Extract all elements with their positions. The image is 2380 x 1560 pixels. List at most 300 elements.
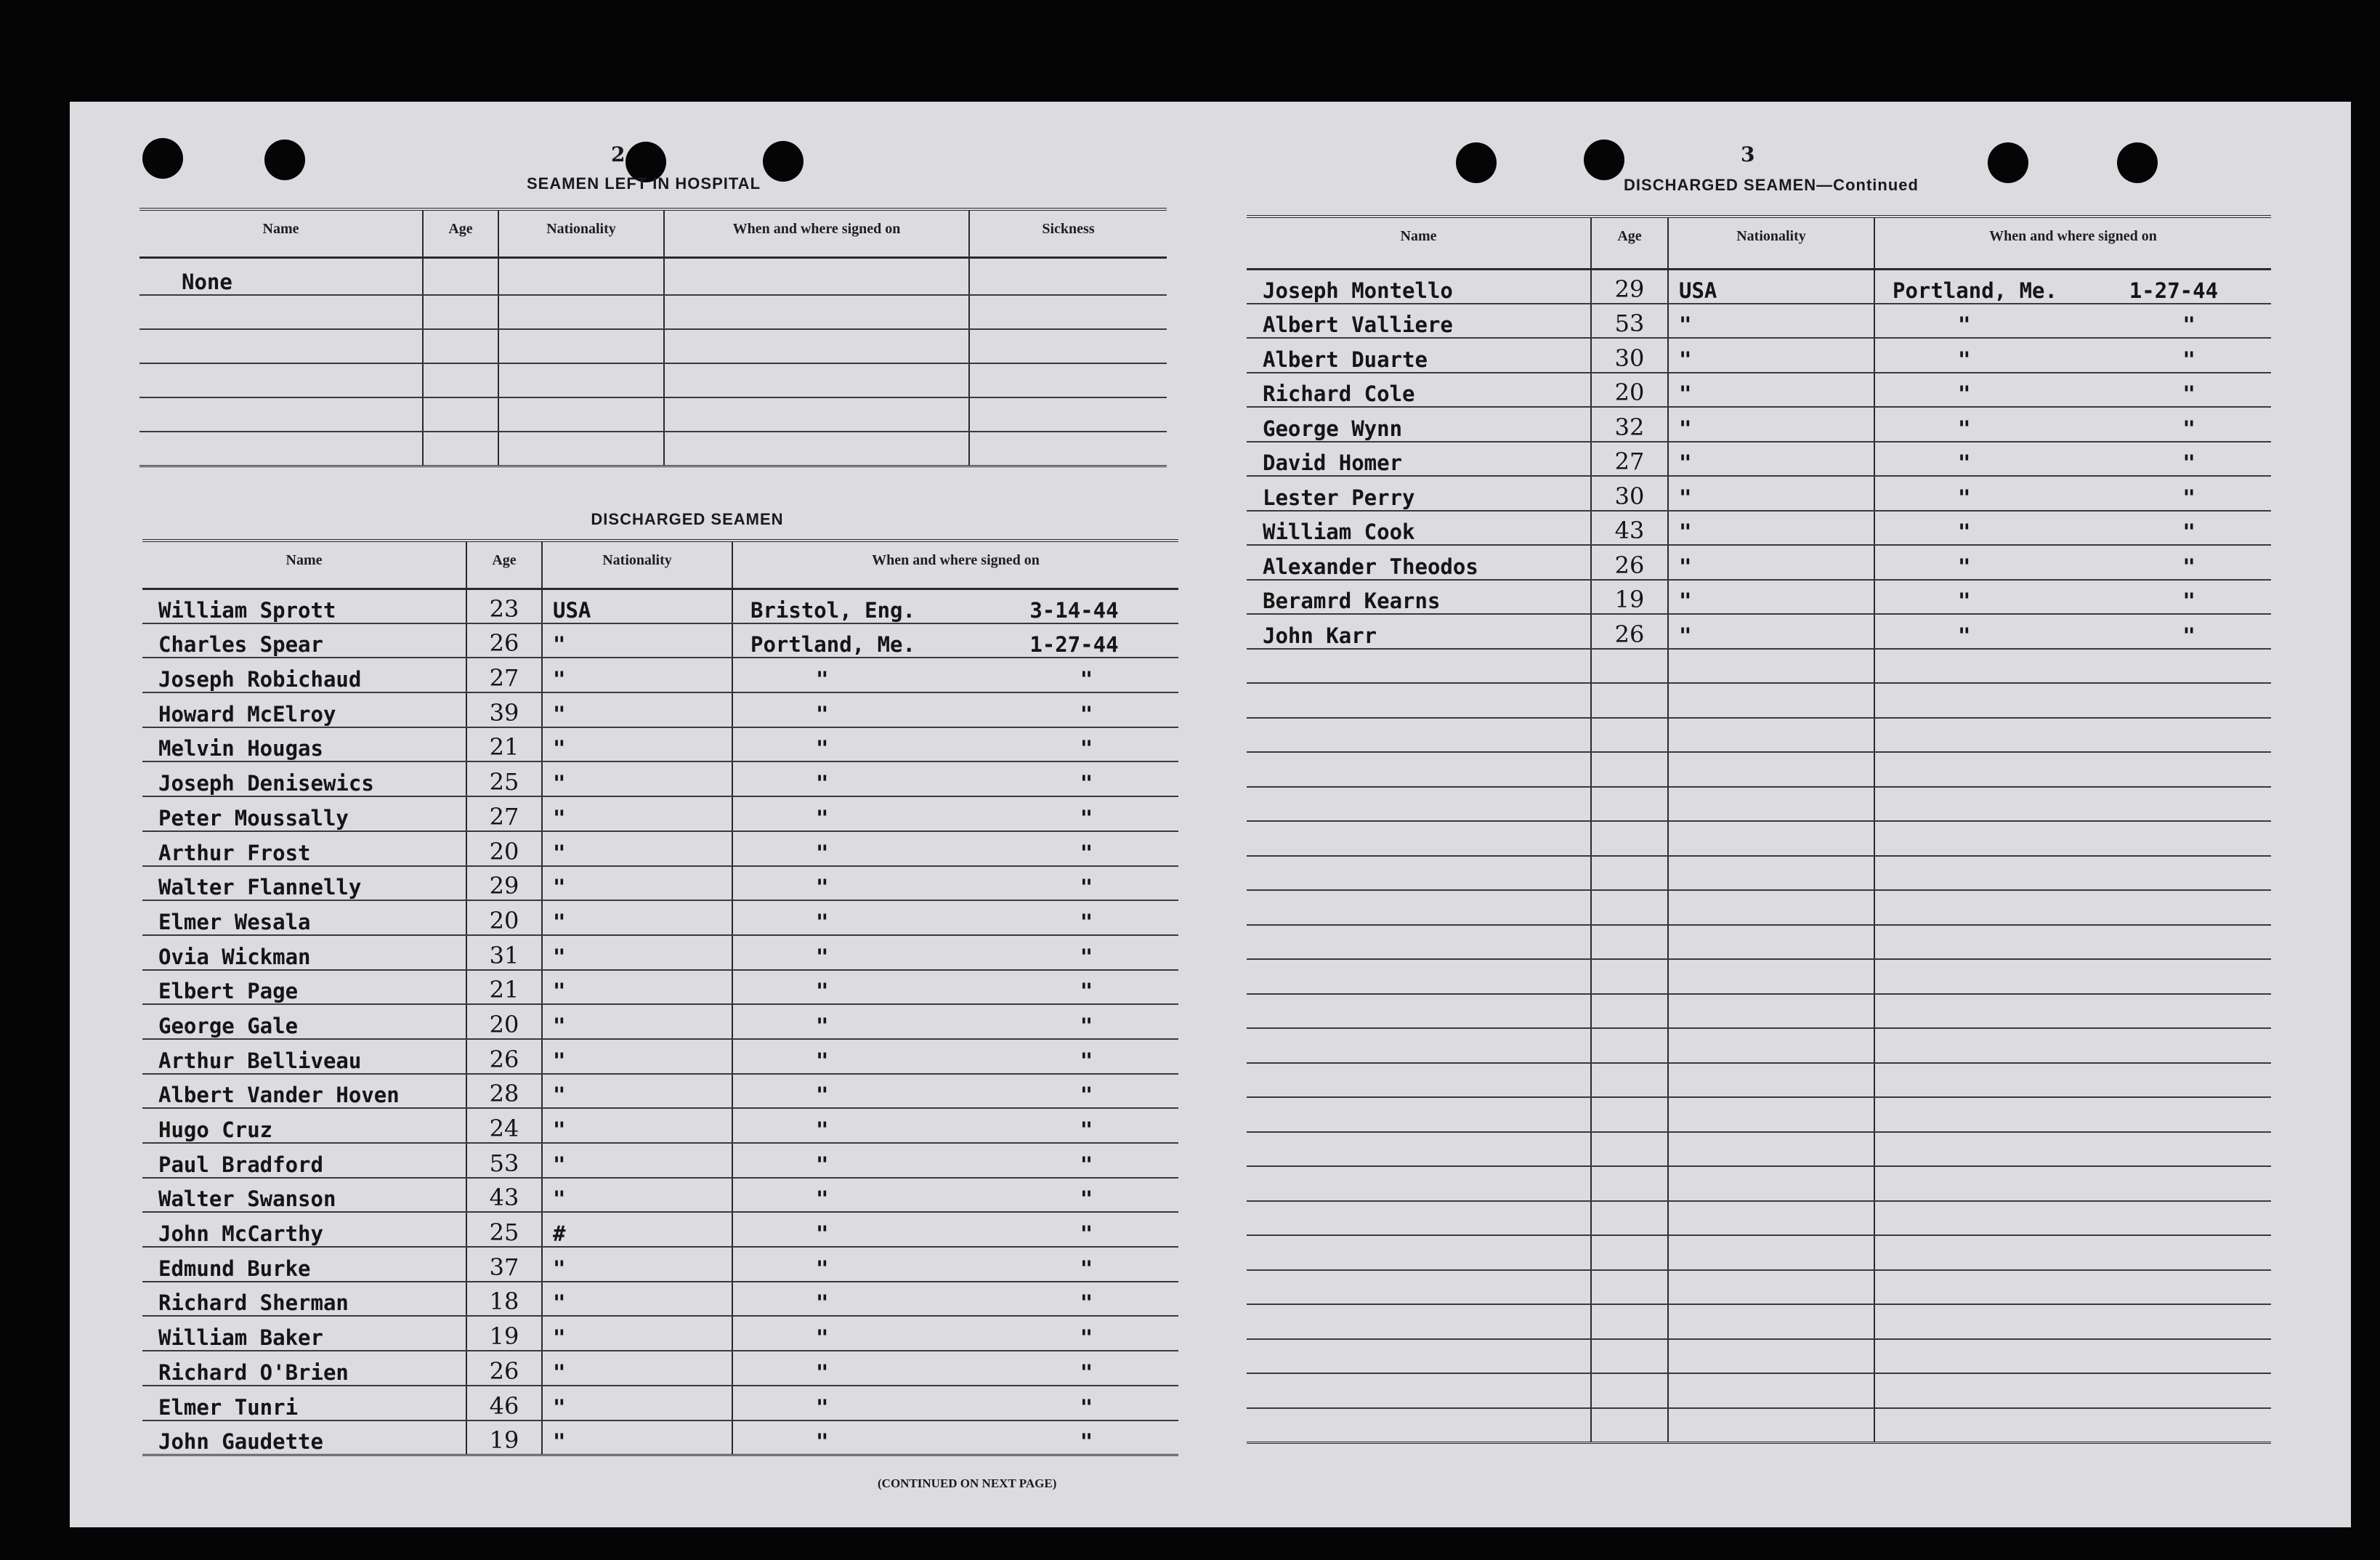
seaman-row xyxy=(1247,269,2271,304)
signed-on xyxy=(732,1074,1178,1109)
blank-cell xyxy=(1591,1097,1668,1132)
blank-cell xyxy=(1874,1339,2271,1374)
signed-on-date: 1-27-44 xyxy=(2129,278,2219,303)
column-header: Age xyxy=(423,209,498,257)
seaman-nationality: " xyxy=(542,658,732,692)
signed-on-place: " xyxy=(816,1221,829,1247)
seaman-age: 25 xyxy=(466,761,542,796)
signed-on xyxy=(1874,545,2271,580)
seaman-row xyxy=(142,831,1178,866)
blank-cell xyxy=(1247,1373,1591,1408)
seaman-nationality: " xyxy=(542,1004,732,1039)
signed-on-place: " xyxy=(816,1290,829,1316)
signed-on xyxy=(732,831,1178,866)
left-page xyxy=(70,102,1203,1527)
discharged-table xyxy=(142,539,1178,1456)
signed-on-date: " xyxy=(2182,450,2195,475)
seaman-name: Arthur Belliveau xyxy=(142,1039,466,1074)
seaman-row xyxy=(142,1108,1178,1143)
seaman-name: Beramrd Kearns xyxy=(1247,580,1591,615)
blank-cell xyxy=(1247,890,1591,925)
signed-on-place: " xyxy=(816,667,829,692)
blank-row xyxy=(1247,1373,2271,1408)
blank-cell xyxy=(1668,1028,1874,1063)
signed-on xyxy=(1874,338,2271,373)
table-cell xyxy=(498,363,664,397)
seaman-age: 23 xyxy=(466,589,542,623)
signed-on-group xyxy=(750,771,1093,796)
table-cell xyxy=(969,257,1167,295)
seaman-row xyxy=(1247,338,2271,373)
seaman-age: 27 xyxy=(1591,442,1668,477)
seaman-nationality: " xyxy=(542,1039,732,1074)
seaman-nationality: " xyxy=(542,935,732,970)
signed-on xyxy=(732,935,1178,970)
seaman-nationality: " xyxy=(542,796,732,831)
continued-note: (CONTINUED ON NEXT PAGE) xyxy=(878,1476,1057,1490)
table-cell xyxy=(969,432,1167,466)
blank-cell xyxy=(1247,1132,1591,1167)
signed-on xyxy=(732,623,1178,658)
seaman-age: 30 xyxy=(1591,476,1668,511)
blank-cell xyxy=(1668,1132,1874,1167)
seaman-row xyxy=(142,1004,1178,1039)
seaman-age: 37 xyxy=(466,1247,542,1282)
blank-cell xyxy=(1591,1201,1668,1236)
seaman-age: 26 xyxy=(466,1351,542,1386)
seaman-nationality: " xyxy=(542,727,732,762)
signed-on-group xyxy=(1893,450,2195,475)
signed-on-place: Bristol, Eng. xyxy=(750,597,915,623)
signed-on xyxy=(732,970,1178,1005)
blank-cell xyxy=(1591,1339,1668,1374)
table-cell xyxy=(139,432,423,466)
seaman-row xyxy=(142,1351,1178,1386)
signed-on-group xyxy=(750,1360,1093,1385)
blank-row xyxy=(1247,1304,2271,1339)
signed-on-place: " xyxy=(816,1256,829,1281)
signed-on-group xyxy=(1893,347,2195,372)
signed-on-group xyxy=(1893,485,2195,510)
signed-on-place: " xyxy=(1958,416,1971,441)
blank-cell xyxy=(1247,821,1591,856)
blank-cell xyxy=(1247,959,1591,994)
signed-on-date: " xyxy=(1080,1428,1093,1454)
blank-cell xyxy=(1874,1097,2271,1132)
seaman-name: Elbert Page xyxy=(142,970,466,1005)
blank-row xyxy=(1247,1270,2271,1305)
blank-cell xyxy=(1247,1270,1591,1305)
seaman-name: Joseph Montello xyxy=(1247,269,1591,304)
signed-on-date: " xyxy=(1080,1359,1093,1385)
seaman-row xyxy=(1247,442,2271,477)
signed-on-date: " xyxy=(2182,347,2195,372)
signed-on xyxy=(732,1386,1178,1420)
seaman-age: 26 xyxy=(1591,545,1668,580)
seaman-nationality: " xyxy=(542,623,732,658)
signed-on-date: " xyxy=(2182,589,2195,613)
seaman-nationality: " xyxy=(542,970,732,1005)
signed-on-date: " xyxy=(1080,1187,1093,1212)
table-cell: None xyxy=(139,257,423,295)
blank-cell xyxy=(1874,1270,2271,1305)
signed-on-date: 1-27-44 xyxy=(1029,632,1119,658)
signed-on-date: " xyxy=(1080,1221,1093,1247)
signed-on-place: " xyxy=(816,979,829,1004)
blank-cell xyxy=(1591,718,1668,753)
blank-cell xyxy=(1874,649,2271,684)
seaman-row xyxy=(142,1074,1178,1109)
seaman-row xyxy=(142,796,1178,831)
seaman-age: 26 xyxy=(466,623,542,658)
signed-on-group xyxy=(1893,520,2195,544)
signed-on xyxy=(732,658,1178,692)
seaman-row xyxy=(142,623,1178,658)
signed-on-place: " xyxy=(816,840,829,865)
signed-on xyxy=(732,727,1178,762)
column-header: Name xyxy=(139,209,423,257)
blank-cell xyxy=(1668,1201,1874,1236)
blank-cell xyxy=(1591,1166,1668,1201)
signed-on xyxy=(1874,511,2271,546)
seaman-name: Elmer Tunri xyxy=(142,1386,466,1420)
signed-on xyxy=(732,900,1178,935)
seaman-nationality: " xyxy=(542,831,732,866)
blank-cell xyxy=(1874,1028,2271,1063)
signed-on-date: " xyxy=(1080,771,1093,796)
seaman-nationality: " xyxy=(542,1420,732,1455)
blank-row xyxy=(1247,856,2271,891)
seaman-age: 27 xyxy=(466,658,542,692)
signed-on xyxy=(732,1039,1178,1074)
blank-cell xyxy=(1668,890,1874,925)
signed-on-group xyxy=(750,1118,1093,1142)
signed-on-group xyxy=(750,1256,1093,1281)
seaman-age: 20 xyxy=(1591,373,1668,408)
signed-on-date: " xyxy=(1080,701,1093,727)
seaman-age: 19 xyxy=(466,1420,542,1455)
signed-on-group xyxy=(750,1152,1093,1177)
column-header: Sickness xyxy=(969,209,1167,257)
blank-cell xyxy=(1874,1201,2271,1236)
signed-on-place: " xyxy=(1958,312,1971,337)
signed-on xyxy=(732,1247,1178,1282)
seaman-row xyxy=(142,866,1178,901)
seaman-name: Hugo Cruz xyxy=(142,1108,466,1143)
signed-on-date: " xyxy=(1080,805,1093,830)
seaman-name: John Karr xyxy=(1247,614,1591,649)
seaman-nationality: " xyxy=(1668,373,1874,408)
signed-on-place: " xyxy=(1958,450,1971,475)
signed-on-date: " xyxy=(1080,909,1093,934)
seaman-name: Walter Flannelly xyxy=(142,866,466,901)
signed-on-place: Portland, Me. xyxy=(750,632,915,658)
blank-cell xyxy=(1668,925,1874,960)
seaman-nationality: " xyxy=(542,1386,732,1420)
signed-on-date: " xyxy=(1080,1013,1093,1038)
signed-on-place: " xyxy=(816,944,829,969)
seaman-name: John McCarthy xyxy=(142,1212,466,1247)
blank-cell xyxy=(1874,821,2271,856)
seaman-nationality: # xyxy=(542,1212,732,1247)
signed-on-group xyxy=(750,1429,1093,1454)
seaman-nationality: " xyxy=(542,1247,732,1282)
signed-on-place: " xyxy=(1958,520,1971,544)
blank-cell xyxy=(1874,1063,2271,1098)
seaman-age: 43 xyxy=(466,1178,542,1213)
blank-cell xyxy=(1247,1097,1591,1132)
blank-cell xyxy=(1247,1408,1591,1443)
seaman-nationality: " xyxy=(542,1074,732,1109)
signed-on xyxy=(732,1316,1178,1351)
seaman-age: 32 xyxy=(1591,407,1668,442)
blank-row xyxy=(1247,1063,2271,1098)
signed-on-group xyxy=(750,1014,1093,1038)
blank-cell xyxy=(1668,1235,1874,1270)
seaman-age: 29 xyxy=(466,866,542,901)
signed-on-date: " xyxy=(1080,667,1093,692)
signed-on-group xyxy=(750,736,1093,761)
table-row xyxy=(139,363,1167,397)
table-cell xyxy=(969,329,1167,363)
blank-cell xyxy=(1874,925,2271,960)
seaman-name: Walter Swanson xyxy=(142,1178,466,1213)
signed-on-date: " xyxy=(2182,520,2195,544)
blank-cell xyxy=(1247,649,1591,684)
signed-on-date: " xyxy=(2182,485,2195,510)
signed-on-place: " xyxy=(816,875,829,900)
seaman-row xyxy=(142,935,1178,970)
seaman-name: Joseph Robichaud xyxy=(142,658,466,692)
signed-on xyxy=(732,1282,1178,1317)
signed-on-date: " xyxy=(1080,1152,1093,1177)
seaman-name: Albert Vander Hoven xyxy=(142,1074,466,1109)
discharged-continued-table xyxy=(1247,215,2271,1444)
seaman-nationality: " xyxy=(1668,476,1874,511)
blank-cell xyxy=(1668,1270,1874,1305)
seaman-name: Howard McElroy xyxy=(142,692,466,727)
seaman-row xyxy=(1247,580,2271,615)
seaman-name: Peter Moussally xyxy=(142,796,466,831)
blank-cell xyxy=(1874,1373,2271,1408)
blank-cell xyxy=(1247,925,1591,960)
seaman-age: 53 xyxy=(466,1143,542,1178)
blank-row xyxy=(1247,1235,2271,1270)
seaman-row xyxy=(1247,476,2271,511)
table-cell xyxy=(969,363,1167,397)
blank-cell xyxy=(1247,994,1591,1029)
table-cell xyxy=(498,329,664,363)
seaman-name: Richard Sherman xyxy=(142,1282,466,1317)
blank-cell xyxy=(1668,994,1874,1029)
blank-cell xyxy=(1591,1063,1668,1098)
signed-on-place: " xyxy=(816,1013,829,1038)
seaman-age: 21 xyxy=(466,970,542,1005)
signed-on xyxy=(732,1178,1178,1213)
seaman-age: 28 xyxy=(466,1074,542,1109)
table-cell xyxy=(969,397,1167,432)
table-row xyxy=(139,295,1167,329)
table-cell xyxy=(498,397,664,432)
seaman-name: John Gaudette xyxy=(142,1420,466,1455)
hospital-table xyxy=(139,208,1167,467)
table-cell xyxy=(498,295,664,329)
blank-cell xyxy=(1591,994,1668,1029)
seaman-name: Melvin Hougas xyxy=(142,727,466,762)
seaman-nationality: " xyxy=(542,1351,732,1386)
seaman-name: Ovia Wickman xyxy=(142,935,466,970)
blank-row xyxy=(1247,787,2271,822)
blank-cell xyxy=(1591,959,1668,994)
signed-on-date: " xyxy=(2182,554,2195,579)
seaman-nationality: " xyxy=(542,866,732,901)
seaman-nationality: " xyxy=(1668,580,1874,615)
signed-on-group xyxy=(750,841,1093,865)
signed-on-group xyxy=(750,667,1093,692)
seaman-name: William Baker xyxy=(142,1316,466,1351)
seaman-row xyxy=(142,727,1178,762)
signed-on xyxy=(1874,407,2271,442)
signed-on xyxy=(1874,580,2271,615)
signed-on xyxy=(732,1108,1178,1143)
blank-cell xyxy=(1247,752,1591,787)
signed-on-date: " xyxy=(2182,416,2195,441)
table-cell xyxy=(423,363,498,397)
table-row xyxy=(139,329,1167,363)
seaman-age: 19 xyxy=(1591,580,1668,615)
seaman-name: Joseph Denisewics xyxy=(142,761,466,796)
signed-on-date: 3-14-44 xyxy=(1029,597,1119,623)
signed-on-group xyxy=(750,1083,1093,1107)
seaman-name: George Wynn xyxy=(1247,407,1591,442)
seaman-name: William Cook xyxy=(1247,511,1591,546)
seaman-age: 18 xyxy=(466,1282,542,1317)
blank-row xyxy=(1247,1408,2271,1443)
seaman-name: David Homer xyxy=(1247,442,1591,477)
signed-on-group xyxy=(750,1325,1093,1350)
blank-cell xyxy=(1668,959,1874,994)
seaman-age: 31 xyxy=(466,935,542,970)
signed-on-date: " xyxy=(1080,736,1093,761)
blank-cell xyxy=(1668,1097,1874,1132)
signed-on-place: " xyxy=(1958,347,1971,372)
table-cell xyxy=(139,329,423,363)
blank-cell xyxy=(1247,787,1591,822)
signed-on-group xyxy=(750,945,1093,969)
signed-on-group xyxy=(750,979,1093,1003)
blank-cell xyxy=(1668,752,1874,787)
seaman-name: William Sprott xyxy=(142,589,466,623)
column-header: Age xyxy=(466,541,542,589)
seaman-name: Alexander Theodos xyxy=(1247,545,1591,580)
blank-cell xyxy=(1668,787,1874,822)
blank-cell xyxy=(1591,649,1668,684)
seaman-row xyxy=(142,1143,1178,1178)
seaman-name: George Gale xyxy=(142,1004,466,1039)
seaman-age: 39 xyxy=(466,692,542,727)
table-cell xyxy=(498,257,664,295)
blank-cell xyxy=(1668,1304,1874,1339)
blank-cell xyxy=(1591,1270,1668,1305)
seaman-age: 24 xyxy=(466,1108,542,1143)
blank-cell xyxy=(1591,1304,1668,1339)
signed-on-group xyxy=(1893,623,2195,648)
seaman-row xyxy=(142,900,1178,935)
blank-row xyxy=(1247,821,2271,856)
seaman-nationality: USA xyxy=(1668,269,1874,304)
seaman-name: Paul Bradford xyxy=(142,1143,466,1178)
signed-on-date: " xyxy=(1080,840,1093,865)
seaman-row xyxy=(142,589,1178,623)
column-header: Nationality xyxy=(542,541,732,589)
document-sheet xyxy=(70,102,2351,1527)
seaman-nationality: " xyxy=(1668,338,1874,373)
blank-cell xyxy=(1668,1339,1874,1374)
seaman-age: 43 xyxy=(1591,511,1668,546)
signed-on xyxy=(1874,373,2271,408)
seaman-row xyxy=(1247,407,2271,442)
blank-cell xyxy=(1591,925,1668,960)
blank-cell xyxy=(1247,1063,1591,1098)
signed-on-place: " xyxy=(816,1083,829,1108)
blank-cell xyxy=(1874,1408,2271,1443)
seaman-age: 30 xyxy=(1591,338,1668,373)
seaman-age: 27 xyxy=(466,796,542,831)
seaman-row xyxy=(142,1420,1178,1455)
signed-on xyxy=(732,761,1178,796)
blank-cell xyxy=(1874,787,2271,822)
seaman-row xyxy=(142,1316,1178,1351)
signed-on-group xyxy=(1893,312,2195,337)
signed-on-group xyxy=(1893,589,2195,613)
seaman-age: 46 xyxy=(466,1386,542,1420)
table-cell xyxy=(664,432,969,466)
seaman-row xyxy=(142,1282,1178,1317)
signed-on-date: " xyxy=(2182,381,2195,406)
signed-on-group xyxy=(750,910,1093,934)
page-number: 2 xyxy=(611,142,626,166)
signed-on-group xyxy=(750,806,1093,830)
signed-on-place: " xyxy=(816,736,829,761)
blank-cell xyxy=(1668,649,1874,684)
seaman-nationality: USA xyxy=(542,589,732,623)
blank-row xyxy=(1247,1339,2271,1374)
blank-cell xyxy=(1874,752,2271,787)
seaman-name: Albert Duarte xyxy=(1247,338,1591,373)
column-header: When and where signed on xyxy=(664,209,969,257)
signed-on-group xyxy=(750,1395,1093,1420)
blank-cell xyxy=(1668,1166,1874,1201)
blank-cell xyxy=(1591,1028,1668,1063)
seaman-age: 26 xyxy=(466,1039,542,1074)
signed-on-group xyxy=(1893,381,2195,406)
signed-on xyxy=(732,866,1178,901)
seaman-nationality: " xyxy=(1668,442,1874,477)
blank-cell xyxy=(1247,1235,1591,1270)
seaman-row xyxy=(1247,511,2271,546)
table-cell xyxy=(139,397,423,432)
blank-row xyxy=(1247,1132,2271,1167)
blank-cell xyxy=(1874,959,2271,994)
signed-on-date: " xyxy=(1080,1325,1093,1351)
signed-on xyxy=(732,1004,1178,1039)
signed-on xyxy=(732,1143,1178,1178)
column-header: Nationality xyxy=(1668,217,1874,269)
table-cell xyxy=(664,329,969,363)
seaman-age: 53 xyxy=(1591,304,1668,339)
blank-cell xyxy=(1247,1201,1591,1236)
blank-cell xyxy=(1668,856,1874,891)
